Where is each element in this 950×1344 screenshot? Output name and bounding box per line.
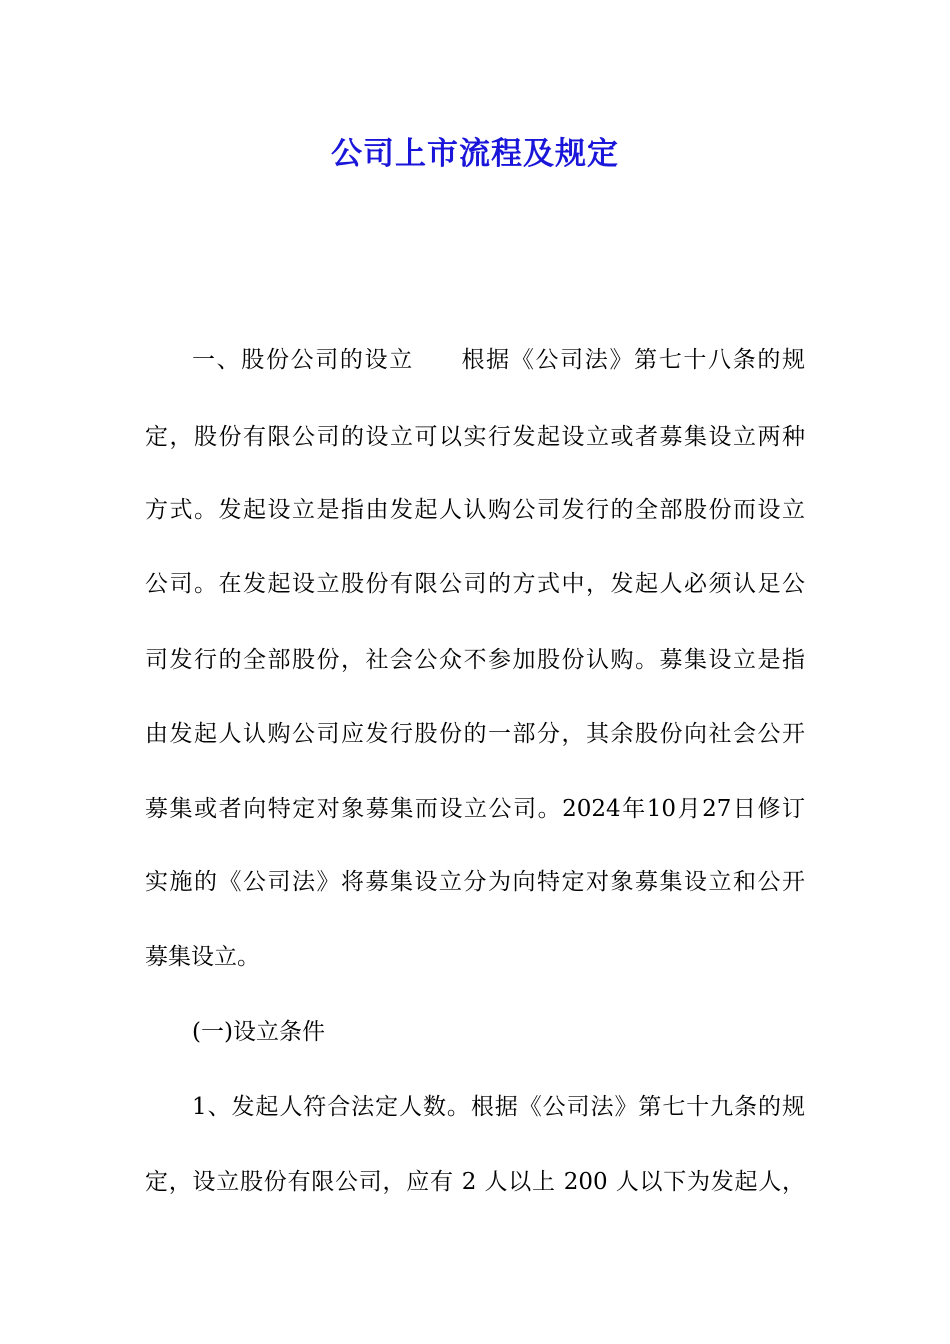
paragraph-2-line-2: 定，设立股份有限公司，应有 2 人以上 200 人以下为发起人， bbox=[145, 1169, 805, 1195]
paragraph-1-line-6: 由发起人认购公司应发行股份的一部分，其余股份向社会公开 bbox=[145, 721, 805, 747]
paragraph-1-line-9: 募集设立。 bbox=[145, 944, 260, 970]
paragraph-1-line-2: 定，股份有限公司的设立可以实行发起设立或者募集设立两种 bbox=[145, 424, 805, 450]
paragraph-1-line-1 bbox=[192, 340, 805, 380]
paragraph-2-line-1: 1、发起人符合法定人数。根据《公司法》第七十九条的规 bbox=[192, 1094, 805, 1120]
paragraph-1-line-3: 方式。发起设立是指由发起人认购公司发行的全部股份而设立 bbox=[145, 497, 805, 523]
subsection-heading: (一)设立条件 bbox=[192, 1019, 325, 1045]
paragraph-1-line-4: 公司。在发起设立股份有限公司的方式中，发起人必须认足公 bbox=[145, 571, 805, 597]
paragraph-1-lead: 根据《公司法》第七十八条的规 bbox=[459, 347, 806, 373]
paragraph-1-line-5: 司发行的全部股份，社会公众不参加股份认购。募集设立是指 bbox=[145, 647, 805, 673]
section-heading-1: 一、股份公司的设立 bbox=[192, 347, 414, 373]
document-title: 公司上市流程及规定 bbox=[331, 136, 619, 172]
paragraph-1-line-8: 实施的《公司法》将募集设立分为向特定对象募集设立和公开 bbox=[145, 869, 805, 895]
paragraph-1-line-7: 募集或者向特定对象募集而设立公司。2024年10月27日修订 bbox=[145, 796, 805, 822]
